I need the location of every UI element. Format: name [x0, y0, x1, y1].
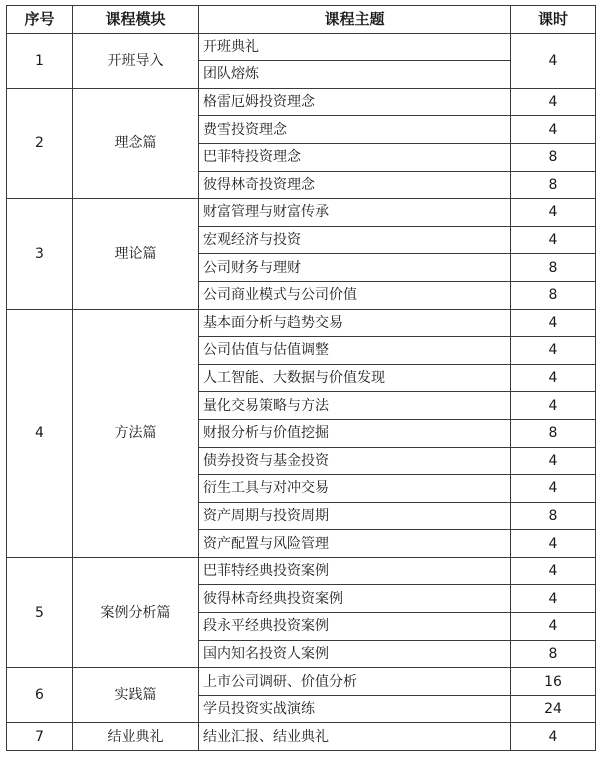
hours-cell: 8: [511, 143, 596, 171]
course-schedule-table: [6, 5, 596, 751]
group-module-cell: 理念篇: [73, 88, 199, 198]
group-index-cell: 6: [7, 668, 73, 723]
header-hours: 课时: [511, 6, 596, 34]
group-index-cell: 3: [7, 199, 73, 309]
group-module-cell: 案例分析篇: [73, 557, 199, 667]
hours-cell: 4: [511, 116, 596, 144]
table-row: [7, 668, 596, 696]
topic-cell: 财报分析与价值挖掘: [199, 419, 511, 447]
hours-cell: 8: [511, 502, 596, 530]
table-row: [7, 33, 596, 61]
topic-cell: 费雪投资理念: [199, 116, 511, 144]
group-module-cell: 开班导入: [73, 33, 199, 88]
topic-cell: 国内知名投资人案例: [199, 640, 511, 668]
hours-cell: 4: [511, 392, 596, 420]
topic-cell: 公司商业模式与公司价值: [199, 281, 511, 309]
topic-cell: 上市公司调研、价值分析: [199, 668, 511, 696]
hours-cell: 4: [511, 613, 596, 641]
group-module-cell: 方法篇: [73, 309, 199, 557]
header-row: [7, 6, 596, 34]
topic-cell: 彼得林奇投资理念: [199, 171, 511, 199]
header-topic: 课程主题: [199, 6, 511, 34]
topic-cell: 团队熔炼: [199, 61, 511, 89]
topic-cell: 巴菲特投资理念: [199, 143, 511, 171]
topic-cell: 人工智能、大数据与价值发现: [199, 364, 511, 392]
group-module-cell: 理论篇: [73, 199, 199, 309]
group-index-cell: 5: [7, 557, 73, 667]
table-row: [7, 309, 596, 337]
hours-cell: 8: [511, 171, 596, 199]
topic-cell: 学员投资实战演练: [199, 695, 511, 723]
hours-cell: 8: [511, 281, 596, 309]
topic-cell: 公司估值与估值调整: [199, 337, 511, 365]
hours-cell: 16: [511, 668, 596, 696]
hours-cell: 4: [511, 530, 596, 558]
topic-cell: 巴菲特经典投资案例: [199, 557, 511, 585]
hours-cell: 4: [511, 585, 596, 613]
topic-cell: 结业汇报、结业典礼: [199, 723, 511, 751]
hours-cell: 4: [511, 337, 596, 365]
group-index-cell: 2: [7, 88, 73, 198]
hours-cell: 8: [511, 254, 596, 282]
table-row: [7, 723, 596, 751]
table-row: [7, 199, 596, 227]
topic-cell: 财富管理与财富传承: [199, 199, 511, 227]
group-module-cell: 实践篇: [73, 668, 199, 723]
topic-cell: 段永平经典投资案例: [199, 613, 511, 641]
table-row: [7, 88, 596, 116]
hours-cell: 4: [511, 364, 596, 392]
header-index: 序号: [7, 6, 73, 34]
hours-cell: 4: [511, 226, 596, 254]
hours-cell: 4: [511, 88, 596, 116]
hours-cell: 4: [511, 447, 596, 475]
hours-cell: 8: [511, 640, 596, 668]
hours-cell: 4: [511, 33, 596, 88]
topic-cell: 债券投资与基金投资: [199, 447, 511, 475]
hours-cell: 24: [511, 695, 596, 723]
topic-cell: 资产配置与风险管理: [199, 530, 511, 558]
topic-cell: 基本面分析与趋势交易: [199, 309, 511, 337]
topic-cell: 彼得林奇经典投资案例: [199, 585, 511, 613]
table-row: [7, 557, 596, 585]
topic-cell: 格雷厄姆投资理念: [199, 88, 511, 116]
hours-cell: 4: [511, 557, 596, 585]
hours-cell: 4: [511, 723, 596, 751]
hours-cell: 4: [511, 309, 596, 337]
topic-cell: 资产周期与投资周期: [199, 502, 511, 530]
table-body: [7, 33, 596, 750]
topic-cell: 量化交易策略与方法: [199, 392, 511, 420]
header-module: 课程模块: [73, 6, 199, 34]
group-index-cell: 7: [7, 723, 73, 751]
topic-cell: 宏观经济与投资: [199, 226, 511, 254]
hours-cell: 4: [511, 475, 596, 503]
topic-cell: 衍生工具与对冲交易: [199, 475, 511, 503]
hours-cell: 8: [511, 419, 596, 447]
group-module-cell: 结业典礼: [73, 723, 199, 751]
topic-cell: 开班典礼: [199, 33, 511, 61]
group-index-cell: 4: [7, 309, 73, 557]
topic-cell: 公司财务与理财: [199, 254, 511, 282]
hours-cell: 4: [511, 199, 596, 227]
group-index-cell: 1: [7, 33, 73, 88]
